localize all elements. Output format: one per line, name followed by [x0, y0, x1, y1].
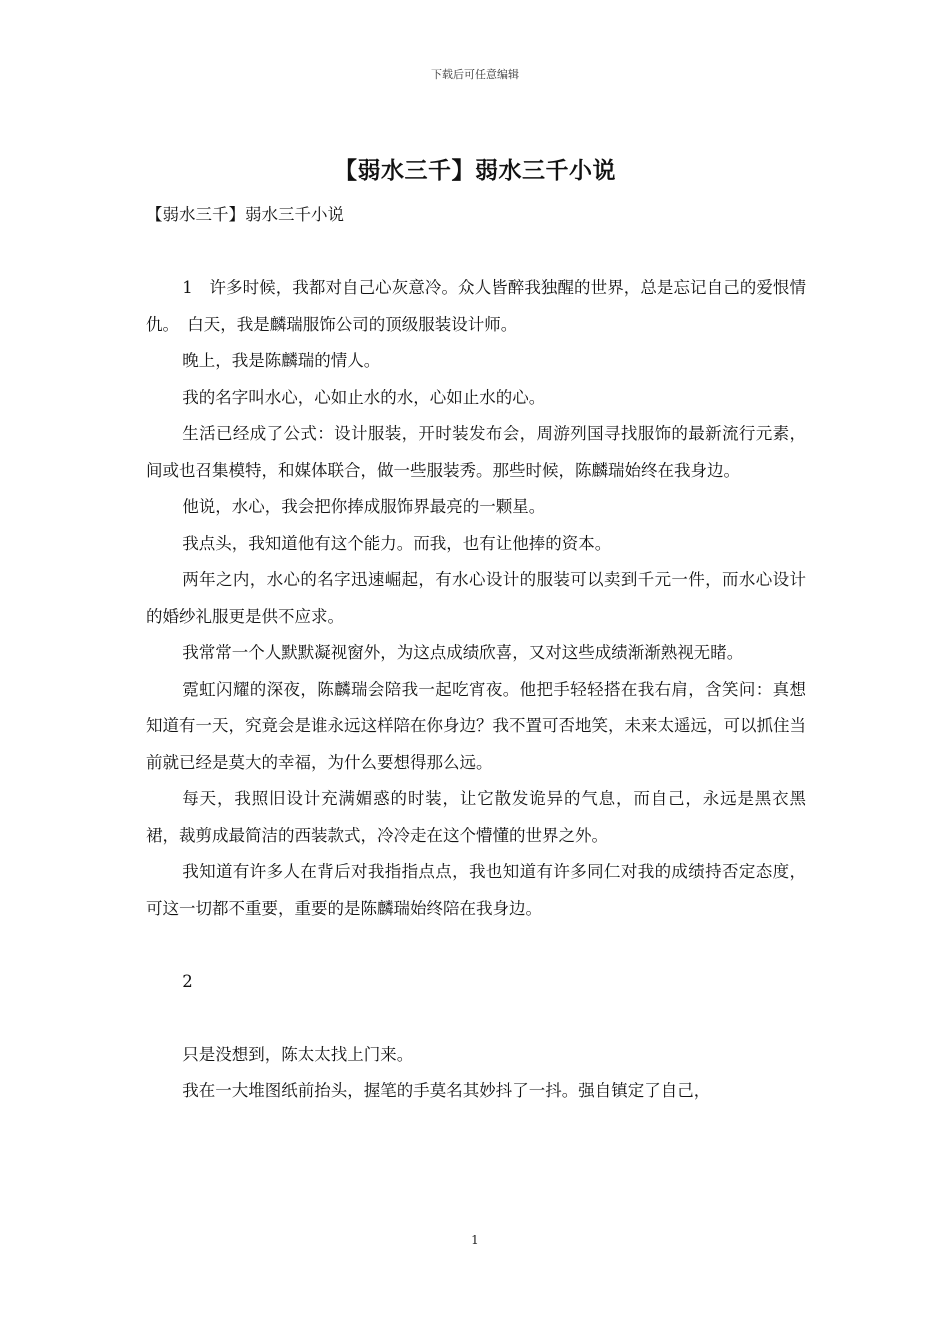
header-note: 下载后可任意编辑 — [431, 68, 519, 81]
paragraph: 他说，水心，我会把你捧成服饰界最亮的一颗星。 — [182, 497, 546, 516]
paragraph: 两年之内，水心的名字迅速崛起，有水心设计的服装可以卖到千元一件，而水心设计的婚纱礼服更是供不应求。 — [146, 570, 806, 626]
document-body — [146, 270, 806, 1110]
paragraph: 我在一大堆图纸前抬头，握笔的手莫名其妙抖了一抖。强自镇定了自己， — [182, 1081, 711, 1100]
paragraph: 我的名字叫水心，心如止水的水，心如止水的心。 — [182, 387, 546, 407]
page-number: 1 — [471, 1233, 479, 1247]
paragraph: 晚上，我是陈麟瑞的情人。 — [182, 351, 381, 370]
paragraph: 霓虹闪耀的深夜，陈麟瑞会陪我一起吃宵夜。他把手轻轻搭在我右肩，含笑问：真想知道有一天，究竟会是谁永远这样陪在你身边？我不置可否地笑，未来太遥远，可以抓住当前就已经是莫大的幸福，为什么要想得那么远。 — [146, 679, 806, 772]
paragraph: 1 许多时候，我都对自己心灰意冷。众人皆醉我独醒的世界，总是忘记自己的爱恨情仇。 白天，我是麟瑞服饰公司的顶级服装设计师。 — [146, 278, 806, 334]
document-subtitle: 【弱水三千】弱水三千小说 — [146, 205, 344, 224]
paragraph: 我点头，我知道他有这个能力。而我，也有让他捧的资本。 — [182, 533, 612, 553]
paragraph: 只是没想到，陈太太找上门来。 — [182, 1044, 414, 1064]
section-number-text: 2 — [182, 971, 193, 991]
paragraph: 每天，我照旧设计充满媚惑的时装，让它散发诡异的气息，而自己，永远是黑衣黑裙，裁剪成最简洁的西装款式，冷冷走在这个懵懂的世界之外。 — [146, 789, 806, 845]
paragraph: 生活已经成了公式：设计服装，开时装发布会，周游列国寻找服饰的最新流行元素，间或也召集模特，和媒体联合，做一些服装秀。那些时候，陈麟瑞始终在我身边。 — [146, 424, 806, 480]
section-number — [146, 927, 806, 1037]
paragraph: 我知道有许多人在背后对我指指点点，我也知道有许多同仁对我的成绩持否定态度，可这一切都不重要，重要的是陈麟瑞始终陪在我身边。 — [146, 862, 806, 918]
paragraph: 我常常一个人默默凝视窗外，为这点成绩欣喜，又对这些成绩渐渐熟视无睹。 — [182, 643, 744, 662]
document-title: 【弱水三千】弱水三千小说 — [334, 158, 616, 184]
